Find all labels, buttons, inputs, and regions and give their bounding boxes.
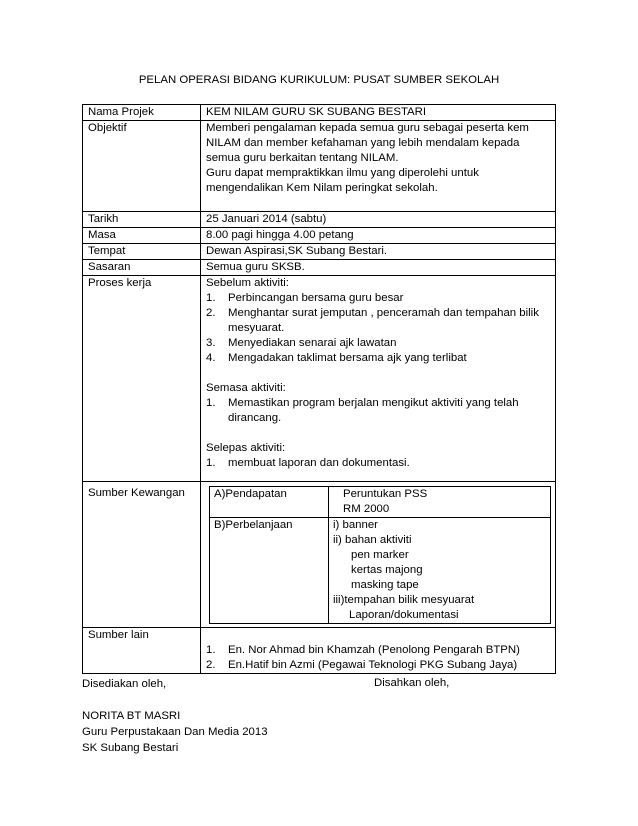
row-proses-kerja (83, 276, 556, 482)
perbelanjaan-line: masking tape (351, 579, 419, 591)
list-item: 2. En.Hatif bin Azmi (Pegawai Teknologi PKG Subang Jaya) (206, 659, 518, 671)
objektif-line: Memberi pengalaman kepada semua guru sebagai peserta kem (206, 122, 529, 134)
label-sasaran: Sasaran (83, 260, 201, 276)
perbelanjaan-line: ii) bahan aktiviti (333, 534, 412, 546)
row-nama-projek (83, 105, 556, 121)
objektif-line: Guru dapat mempraktikkan ilmu yang diperolehi untuk (206, 167, 479, 179)
label-masa: Masa (83, 228, 201, 244)
objektif-line: semua guru berkaitan tentang NILAM. (206, 152, 399, 164)
label-sumber-kewangan: Sumber Kewangan (83, 482, 201, 628)
row-tempat (83, 244, 556, 260)
pendapatan-value (329, 487, 551, 518)
row-sasaran (83, 260, 556, 276)
label-objektif: Objektif (83, 121, 201, 212)
document-title: PELAN OPERASI BIDANG KURIKULUM: PUSAT SUMBER SEKOLAH (138, 74, 500, 86)
objektif-line: NILAM dan member kefahaman yang lebih mendalam kepada (206, 137, 520, 149)
value-tempat: Dewan Aspirasi,SK Subang Bestari. (201, 244, 556, 260)
approved-by-label: Disahkan oleh, (374, 677, 450, 689)
pendapatan-line: RM 2000 (343, 503, 390, 515)
value-tarikh: 25 Januari 2014 (sabtu) (201, 212, 556, 228)
perbelanjaan-line: iii)tempahan bilik mesyuarat (333, 594, 475, 606)
signatory-name: NORITA BT MASRI (82, 710, 181, 722)
value-sumber-kewangan (201, 482, 556, 628)
perbelanjaan-value (329, 518, 551, 624)
perbelanjaan-line: pen marker (351, 549, 409, 561)
list-item: 1. membuat laporan dan dokumentasi. (206, 457, 410, 469)
row-sumber-lain (83, 628, 556, 674)
signatory-school: SK Subang Bestari (82, 742, 179, 754)
perbelanjaan-line: i) banner (333, 519, 378, 531)
plan-table (82, 104, 556, 674)
list-item: 1. Perbincangan bersama guru besar (206, 292, 404, 304)
row-masa (83, 228, 556, 244)
label-sumber-lain: Sumber lain (83, 628, 201, 674)
row-objektif (83, 121, 556, 212)
list-item: 2. Menghantar surat jemputan , penceramah dan tempahan bilik (206, 307, 539, 319)
value-proses-kerja (201, 276, 556, 482)
value-nama-projek: KEM NILAM GURU SK SUBANG BESTARI (201, 105, 556, 121)
value-sasaran: Semua guru SKSB. (201, 260, 556, 276)
perbelanjaan-line: kertas majong (351, 564, 423, 576)
finance-row-perbelanjaan (210, 518, 551, 624)
value-masa: 8.00 pagi hingga 4.00 petang (201, 228, 556, 244)
selepas-heading: Selepas aktiviti: (206, 442, 286, 454)
prepared-by-label: Disediakan oleh, (82, 678, 167, 690)
objektif-line: mengendalikan Kem Nilam peringkat sekolah. (206, 182, 438, 194)
value-sumber-lain (201, 628, 556, 674)
row-sumber-kewangan (83, 482, 556, 628)
list-item-continuation: dirancang. (228, 412, 282, 424)
finance-row-pendapatan (210, 487, 551, 518)
row-tarikh (83, 212, 556, 228)
list-item: 4. Mengadakan taklimat bersama ajk yang terlibat (206, 352, 467, 364)
signatory-position: Guru Perpustakaan Dan Media 2013 (82, 726, 268, 738)
label-nama-projek: Nama Projek (83, 105, 201, 121)
pendapatan-label: A)Pendapatan (210, 487, 329, 518)
value-objektif (201, 121, 556, 212)
label-tempat: Tempat (83, 244, 201, 260)
label-tarikh: Tarikh (83, 212, 201, 228)
list-item: 1. En. Nor Ahmad bin Khamzah (Penolong Pengarah BTPN) (206, 644, 520, 656)
label-proses-kerja: Proses kerja (83, 276, 201, 482)
sebelum-heading: Sebelum aktiviti: (206, 277, 289, 289)
perbelanjaan-line: Laporan/dokumentasi (349, 609, 459, 621)
finance-table (209, 486, 551, 624)
perbelanjaan-label: B)Perbelanjaan (210, 518, 329, 624)
list-item: 3. Menyediakan senarai ajk lawatan (206, 337, 397, 349)
list-item: 1. Memastikan program berjalan mengikut aktiviti yang telah (206, 397, 519, 409)
pendapatan-line: Peruntukan PSS (343, 488, 428, 500)
semasa-heading: Semasa aktiviti: (206, 382, 286, 394)
list-item-continuation: mesyuarat. (228, 322, 285, 334)
